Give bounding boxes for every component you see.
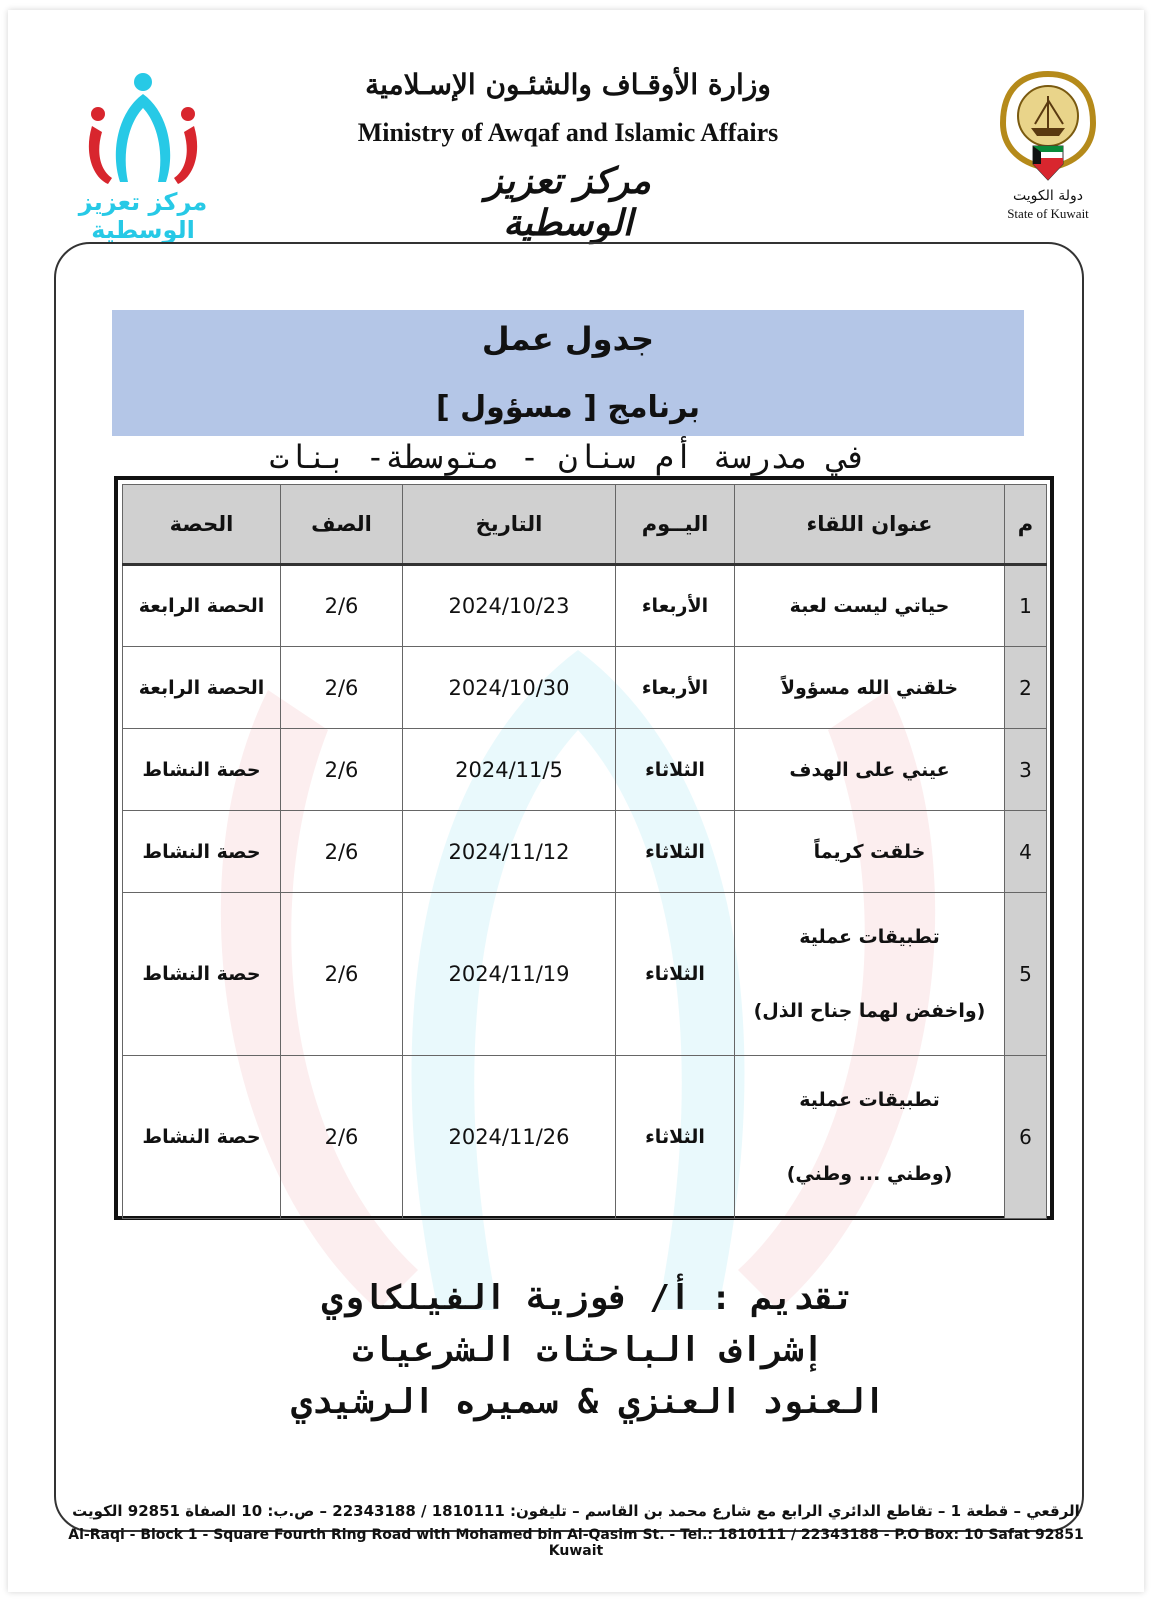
table-header-row xyxy=(123,485,1047,565)
address-english: Al-Raqi - Block 1 - Square Fourth Ring Road with Mohamed bin Al-Qasim St. - Tel.: 1810111 / 22343188 - P.O Box: 10 Safat 92851 Kuwait xyxy=(68,1527,1084,1559)
row-period: الحصة الرابعة xyxy=(123,565,281,647)
row-grade: 2/6 xyxy=(281,565,403,647)
row-topic: حياتي ليست لعبة xyxy=(735,565,1005,647)
presented-by: تقديم : أ/ فوزية الفيلكاوي xyxy=(321,1278,855,1318)
row-day: الأربعاء xyxy=(616,565,735,647)
row-num: 5 xyxy=(1005,893,1047,1056)
row-topic: خلقني الله مسؤولاً xyxy=(735,647,1005,729)
row-topic-subtitle: (وطني ... وطني) xyxy=(786,1163,953,1185)
program-title: برنامج [ مسؤول ] xyxy=(436,390,700,425)
table-row xyxy=(123,647,1047,729)
supervisor-names: العنود العنزي & سميره الرشيدي xyxy=(291,1382,885,1422)
row-topic-cell xyxy=(735,893,1005,1056)
table-row xyxy=(123,565,1047,647)
table-row xyxy=(123,1056,1047,1219)
document-page xyxy=(8,10,1144,1592)
row-topic: تطبيقات عملية xyxy=(799,1089,940,1111)
row-period: حصة النشاط xyxy=(123,1056,281,1219)
header-date: التاريخ xyxy=(403,485,616,565)
row-period: حصة النشاط xyxy=(123,729,281,811)
schedule-title: جدول عمل xyxy=(481,320,655,358)
row-period: حصة النشاط xyxy=(123,893,281,1056)
header-grade: الصف xyxy=(281,485,403,565)
row-date: 2024/11/19 xyxy=(403,893,616,1056)
schedule-table-frame xyxy=(114,476,1054,1220)
header-day: اليــوم xyxy=(616,485,735,565)
schedule-table xyxy=(122,484,1047,1219)
header-period: الحصة xyxy=(123,485,281,565)
row-grade: 2/6 xyxy=(281,1056,403,1219)
center-calligraphy: مركز تعزيز الوسطية xyxy=(485,160,651,244)
row-topic: تطبيقات عملية xyxy=(799,926,940,948)
row-date: 2024/11/12 xyxy=(403,811,616,893)
row-day: الثلاثاء xyxy=(616,893,735,1056)
row-topic: عيني على الهدف xyxy=(735,729,1005,811)
row-day: الثلاثاء xyxy=(616,811,735,893)
row-day: الأربعاء xyxy=(616,647,735,729)
row-num: 2 xyxy=(1005,647,1047,729)
row-grade: 2/6 xyxy=(281,729,403,811)
ministry-name-arabic: وزارة الأوقـاف والشئـون الإسـلامية xyxy=(365,68,771,101)
school-name: في مدرسة أم سنان - متوسطة- بنات xyxy=(269,438,867,476)
row-day: الثلاثاء xyxy=(616,1056,735,1219)
row-period: الحصة الرابعة xyxy=(123,647,281,729)
row-date: 2024/10/30 xyxy=(403,647,616,729)
row-date: 2024/11/26 xyxy=(403,1056,616,1219)
header-topic: عنوان اللقاء xyxy=(735,485,1005,565)
table-row xyxy=(123,729,1047,811)
row-num: 6 xyxy=(1005,1056,1047,1219)
table-row xyxy=(123,811,1047,893)
row-day: الثلاثاء xyxy=(616,729,735,811)
row-grade: 2/6 xyxy=(281,811,403,893)
presenters-block xyxy=(188,1272,988,1428)
row-topic-subtitle: (واخفض لهما جناح الذل) xyxy=(753,1000,986,1022)
header-num: م xyxy=(1005,485,1047,565)
row-grade: 2/6 xyxy=(281,893,403,1056)
row-period: حصة النشاط xyxy=(123,811,281,893)
row-topic: خلقت كريماً xyxy=(735,811,1005,893)
row-num: 1 xyxy=(1005,565,1047,647)
row-date: 2024/11/5 xyxy=(403,729,616,811)
left-logo-text: مركز تعزيز الوسطية xyxy=(78,188,208,244)
state-name-english: State of Kuwait xyxy=(1007,206,1089,221)
ministry-name-english: Ministry of Awqaf and Islamic Affairs xyxy=(357,118,779,147)
row-num: 4 xyxy=(1005,811,1047,893)
supervision-line: إشراف الباحثات الشرعيات xyxy=(352,1330,824,1370)
state-name-arabic: دولة الكويت xyxy=(1013,188,1083,204)
row-num: 3 xyxy=(1005,729,1047,811)
kuwait-emblem xyxy=(993,68,1103,188)
address-arabic: الرقعي – قطعة 1 – تقاطع الدائري الرابع مع شارع محمد بن القاسم – تليفون: 1810111 / 22343188 – ص.ب: 10 الصفاة 92851 الكويت xyxy=(72,1502,1080,1520)
row-grade: 2/6 xyxy=(281,647,403,729)
table-row xyxy=(123,893,1047,1056)
row-date: 2024/10/23 xyxy=(403,565,616,647)
row-topic-cell xyxy=(735,1056,1005,1219)
